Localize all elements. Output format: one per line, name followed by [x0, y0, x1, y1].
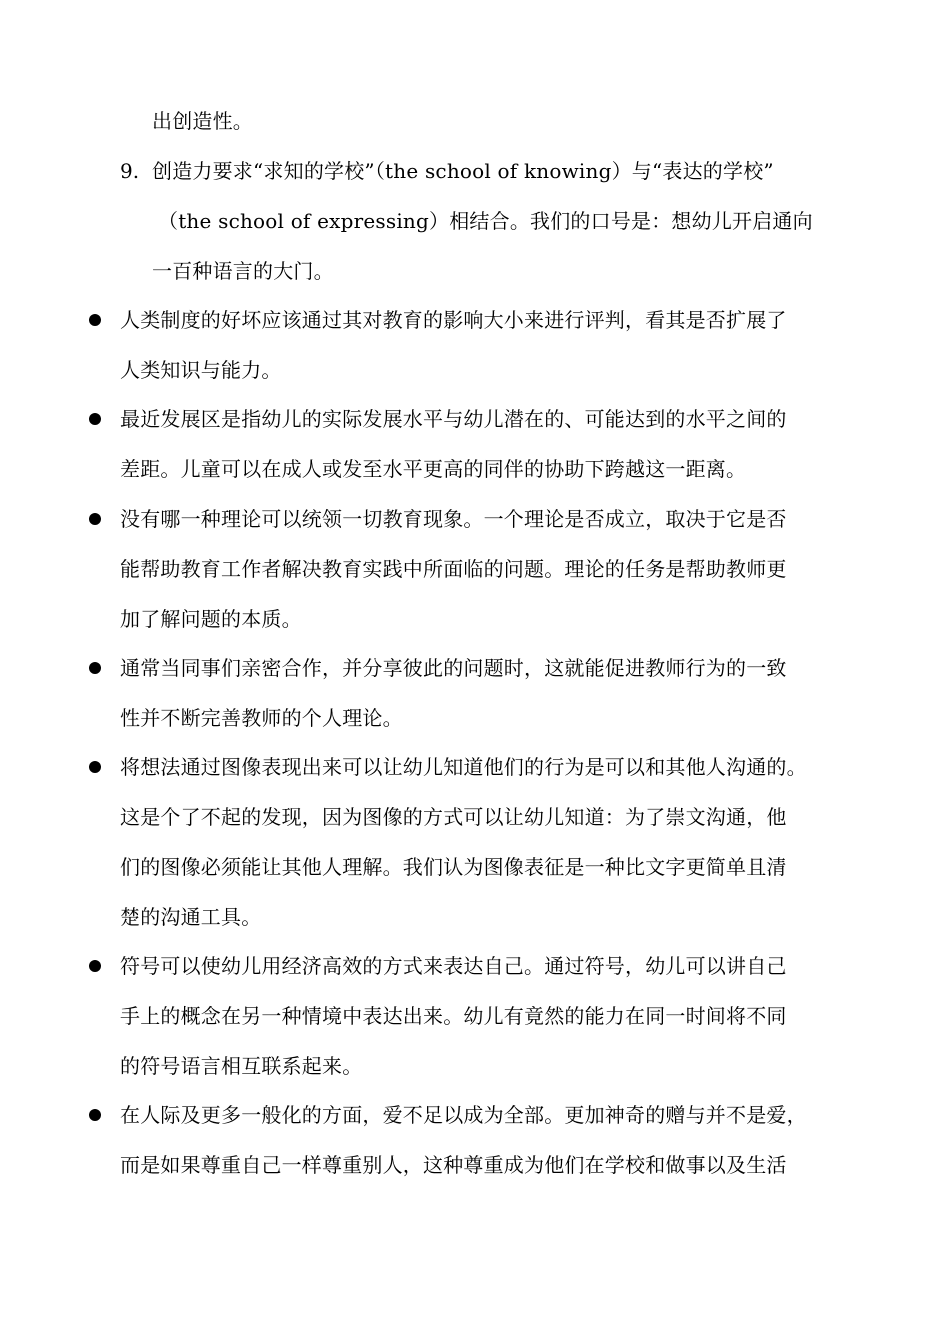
bullet-line: 手上的概念在另一种情境中表达出来。幼儿有竟然的能力在同一时间将不同: [120, 1004, 787, 1028]
bullet-dot: [89, 513, 101, 525]
bullet-dot: [89, 761, 101, 773]
continuation-line: 出创造性。: [152, 109, 253, 133]
bullet-line: 没有哪一种理论可以统领一切教育现象。一个理论是否成立，取决于它是否: [120, 507, 787, 531]
bullet-line: 性并不断完善教师的个人理论。: [120, 706, 403, 730]
bullet-line: 人类制度的好坏应该通过其对教育的影响大小来进行评判，看其是否扩展了: [120, 308, 787, 332]
bullet-line: 通常当同事们亲密合作，并分享彼此的问题时，这就能促进教师行为的一致: [120, 656, 787, 680]
bullet-line: 加了解问题的本质。: [120, 607, 302, 631]
bullet-line: 们的图像必须能让其他人理解。我们认为图像表征是一种比文字更简单且清: [120, 855, 787, 879]
bullet-line: 人类知识与能力。: [120, 358, 282, 382]
bullet-line: 在人际及更多一般化的方面，爱不足以成为全部。更加神奇的赠与并不是爱，: [120, 1103, 807, 1127]
bullet-line: 符号可以使幼儿用经济高效的方式来表达自己。通过符号，幼儿可以讲自己: [120, 954, 787, 978]
bullet-line: 最近发展区是指幼儿的实际发展水平与幼儿潜在的、可能达到的水平之间的: [120, 407, 787, 431]
bullet-line: 这是个了不起的发现，因为图像的方式可以让幼儿知道：为了崇文沟通，他: [120, 805, 787, 829]
numbered-item-line: （the school of expressing）相结合。我们的口号是：想幼儿开启通向: [158, 209, 813, 233]
numbered-item-line: 创造力要求“求知的学校”（the school of knowing）与“表达的学校”: [152, 159, 774, 183]
bullet-dot: [89, 413, 101, 425]
bullet-line: 楚的沟通工具。: [120, 905, 262, 929]
bullet-dot: [89, 662, 101, 674]
bullet-dot: [89, 1109, 101, 1121]
bullet-line: 能帮助教育工作者解决教育实践中所面临的问题。理论的任务是帮助教师更: [120, 557, 787, 581]
bullet-line: 将想法通过图像表现出来可以让幼儿知道他们的行为是可以和其他人沟通的。: [120, 755, 807, 779]
item-number: 9.: [120, 159, 140, 183]
bullet-line: 而是如果尊重自己一样尊重别人，这种尊重成为他们在学校和做事以及生活: [120, 1153, 787, 1177]
bullet-dot: [89, 960, 101, 972]
bullet-line: 差距。儿童可以在成人或发至水平更高的同伴的协助下跨越这一距离。: [120, 457, 747, 481]
bullet-line: 的符号语言相互联系起来。: [120, 1054, 363, 1078]
bullet-dot: [89, 314, 101, 326]
numbered-item-line: 一百种语言的大门。: [152, 259, 334, 283]
